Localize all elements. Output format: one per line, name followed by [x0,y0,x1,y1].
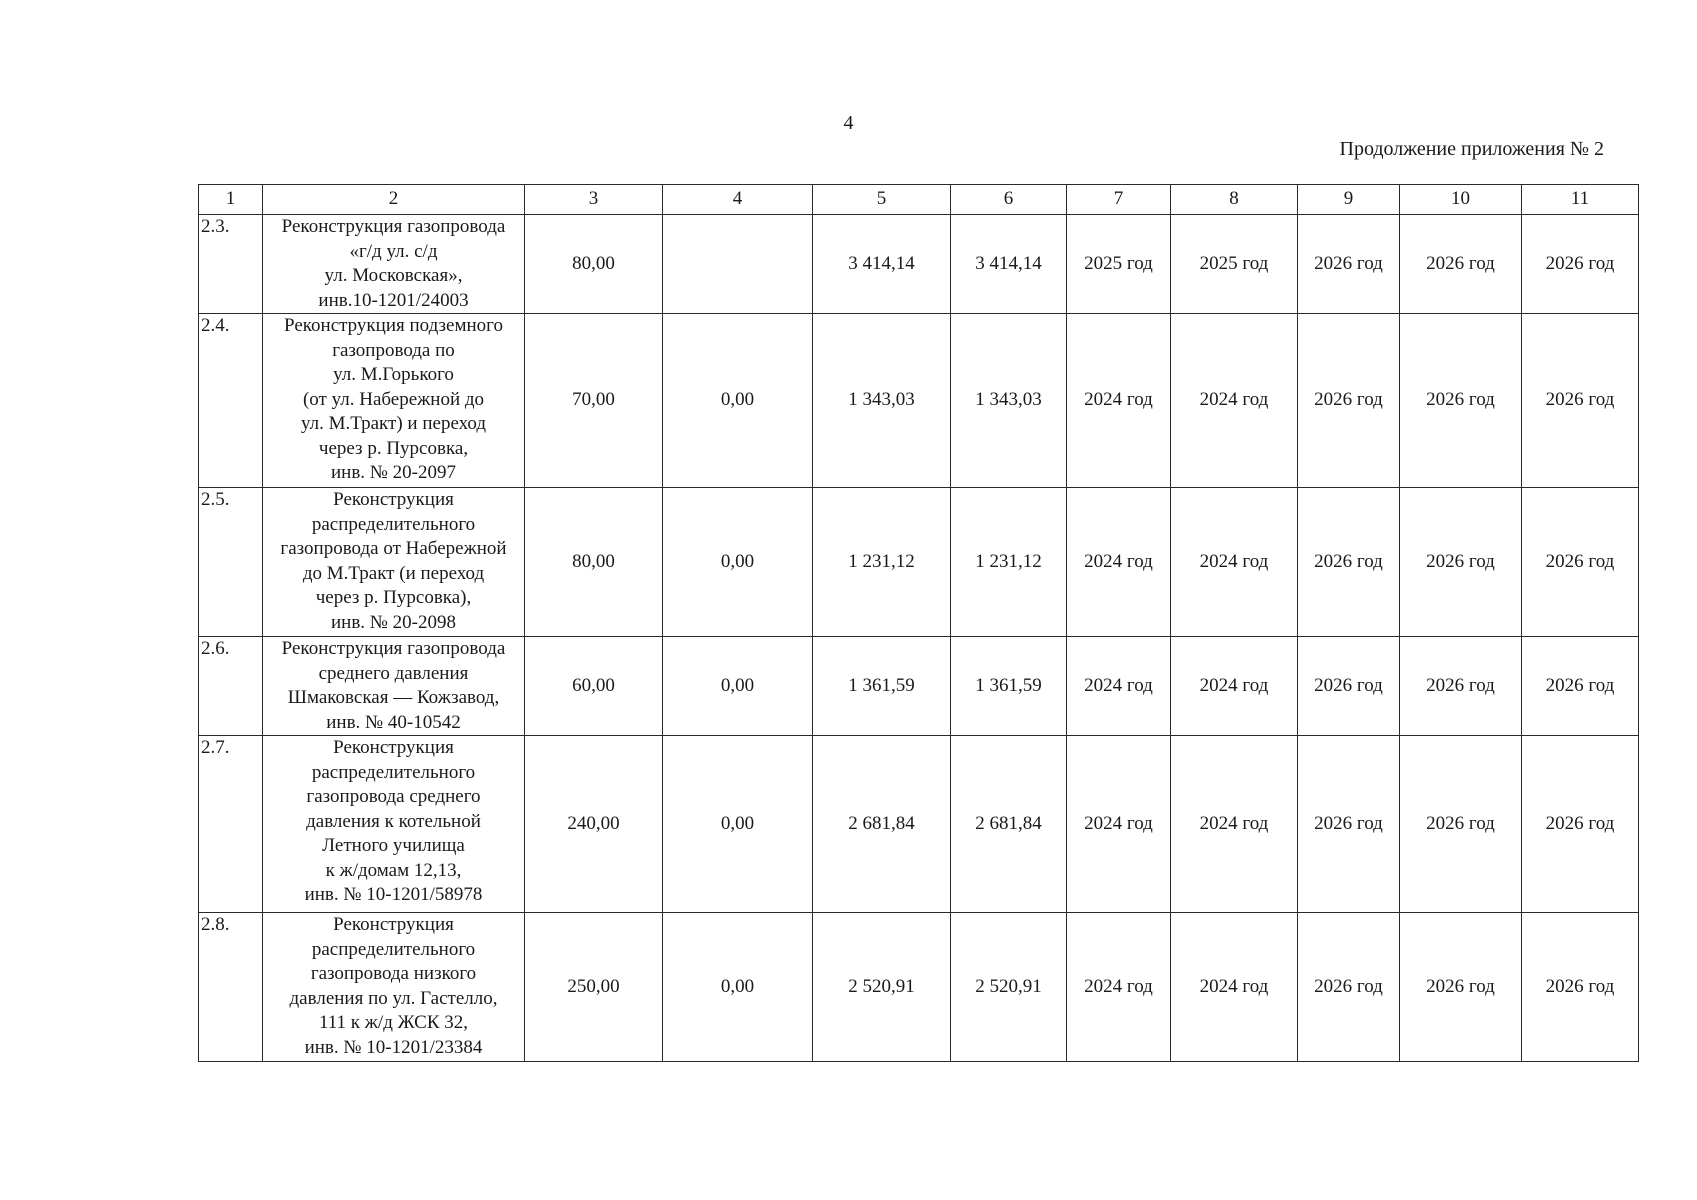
column-3-cell: 80,00 [525,488,663,637]
table-row [199,913,1639,1062]
column-9-cell: 2026 год [1298,215,1400,314]
description-line: «г/д ул. с/д [349,240,438,262]
description-line: инв.10-1201/24003 [318,289,469,311]
object-description-cell [263,637,525,736]
column-4-cell: 0,00 [663,314,813,488]
column-header: 2 [263,185,525,215]
row-number-cell: 2.3. [199,215,263,314]
column-header: 5 [813,185,951,215]
description-line: 111 к ж/д ЖСК 32, [318,1012,469,1033]
appendix-table [198,184,1639,1062]
object-description-cell [263,488,525,637]
description-line: ул. М.Горького [333,364,454,385]
table-header-row [199,185,1639,215]
column-3-cell: 70,00 [525,314,663,488]
row-number-cell: 2.7. [199,736,263,913]
description-line: распределительного [311,513,476,535]
column-6-cell: 3 414,14 [951,215,1067,314]
object-description-cell [263,736,525,913]
description-line: инв. № 40-10542 [326,711,461,733]
column-header: 9 [1298,185,1400,215]
column-3-cell: 80,00 [525,215,663,314]
row-number-cell: 2.6. [199,637,263,736]
description-line: к ж/домам 12,13, [325,859,462,881]
column-7-cell: 2024 год [1067,736,1171,913]
column-8-cell: 2025 год [1171,215,1298,314]
column-8-cell: 2024 год [1171,314,1298,488]
column-header: 3 [525,185,663,215]
column-10-cell: 2026 год [1400,637,1522,736]
column-5-cell: 1 343,03 [813,314,951,488]
column-7-cell: 2024 год [1067,314,1171,488]
column-6-cell: 1 361,59 [951,637,1067,736]
table-row [199,488,1639,637]
column-4-cell [663,215,813,314]
description-line: газопровода по [332,339,455,361]
column-8-cell: 2024 год [1171,913,1298,1062]
column-header: 8 [1171,185,1298,215]
column-10-cell: 2026 год [1400,736,1522,913]
column-6-cell: 2 681,84 [951,736,1067,913]
column-11-cell: 2026 год [1522,913,1639,1062]
description-line: распределительного [311,761,476,783]
column-11-cell: 2026 год [1522,314,1639,488]
description-line: Реконструкция газопровода [281,638,506,659]
column-11-cell: 2026 год [1522,488,1639,637]
description-line: инв. № 20-2097 [330,462,456,483]
column-header: 11 [1522,185,1639,215]
object-description-cell [263,215,525,314]
table-row [199,215,1639,314]
column-4-cell: 0,00 [663,736,813,913]
column-header: 1 [199,185,263,215]
description-line: Реконструкция подземного [284,315,503,336]
column-7-cell: 2024 год [1067,913,1171,1062]
column-7-cell: 2025 год [1067,215,1171,314]
column-5-cell: 3 414,14 [813,215,951,314]
column-9-cell: 2026 год [1298,736,1400,913]
description-line: (от ул. Набережной до [302,388,485,410]
column-4-cell: 0,00 [663,637,813,736]
description-line: Реконструкция [333,914,454,935]
description-line: газопровода от Набережной [280,538,507,559]
column-5-cell: 1 231,12 [813,488,951,637]
description-line: через р. Пурсовка, [318,437,469,459]
column-6-cell: 1 231,12 [951,488,1067,637]
description-line: распределительного [311,938,476,960]
appendix-continuation-label: Продолжение приложения № 2 [1339,138,1604,160]
page-number: 4 [843,112,854,134]
column-5-cell: 2 520,91 [813,913,951,1062]
column-7-cell: 2024 год [1067,488,1171,637]
column-10-cell: 2026 год [1400,488,1522,637]
row-number-cell: 2.5. [199,488,263,637]
column-3-cell: 60,00 [525,637,663,736]
column-4-cell: 0,00 [663,913,813,1062]
description-line: через р. Пурсовка), [315,587,472,608]
description-line: Реконструкция газопровода [281,216,506,237]
column-8-cell: 2024 год [1171,637,1298,736]
column-5-cell: 1 361,59 [813,637,951,736]
description-line: Реконструкция [333,737,454,758]
description-line: газопровода среднего [306,786,481,807]
column-header: 7 [1067,185,1171,215]
column-8-cell: 2024 год [1171,488,1298,637]
column-10-cell: 2026 год [1400,314,1522,488]
column-10-cell: 2026 год [1400,215,1522,314]
description-line: Летного училища [322,835,465,856]
description-line: давления по ул. Гастелло, [289,987,498,1009]
column-10-cell: 2026 год [1400,913,1522,1062]
column-6-cell: 2 520,91 [951,913,1067,1062]
column-8-cell: 2024 год [1171,736,1298,913]
table-row [199,736,1639,913]
row-number-cell: 2.4. [199,314,263,488]
table-row [199,637,1639,736]
description-line: ул. Московская», [324,265,463,286]
description-line: ул. М.Тракт) и переход [300,413,487,434]
column-3-cell: 250,00 [525,913,663,1062]
description-line: инв. № 10-1201/23384 [304,1036,483,1058]
column-5-cell: 2 681,84 [813,736,951,913]
column-11-cell: 2026 год [1522,637,1639,736]
description-line: давления к котельной [306,810,481,832]
column-11-cell: 2026 год [1522,736,1639,913]
column-3-cell: 240,00 [525,736,663,913]
column-11-cell: 2026 год [1522,215,1639,314]
description-line: среднего давления [318,662,469,684]
column-9-cell: 2026 год [1298,488,1400,637]
description-line: Реконструкция [333,489,454,510]
column-9-cell: 2026 год [1298,913,1400,1062]
description-line: инв. № 10-1201/58978 [304,884,483,905]
column-4-cell: 0,00 [663,488,813,637]
column-6-cell: 1 343,03 [951,314,1067,488]
object-description-cell [263,314,525,488]
description-line: инв. № 20-2098 [330,611,456,633]
column-header: 4 [663,185,813,215]
column-7-cell: 2024 год [1067,637,1171,736]
description-line: Шмаковская — Кожзавод, [287,687,500,708]
row-number-cell: 2.8. [199,913,263,1062]
description-line: газопровода низкого [310,963,477,984]
column-header: 6 [951,185,1067,215]
column-9-cell: 2026 год [1298,314,1400,488]
object-description-cell [263,913,525,1062]
column-9-cell: 2026 год [1298,637,1400,736]
table-row [199,314,1639,488]
column-header: 10 [1400,185,1522,215]
description-line: до М.Тракт (и переход [302,562,485,584]
